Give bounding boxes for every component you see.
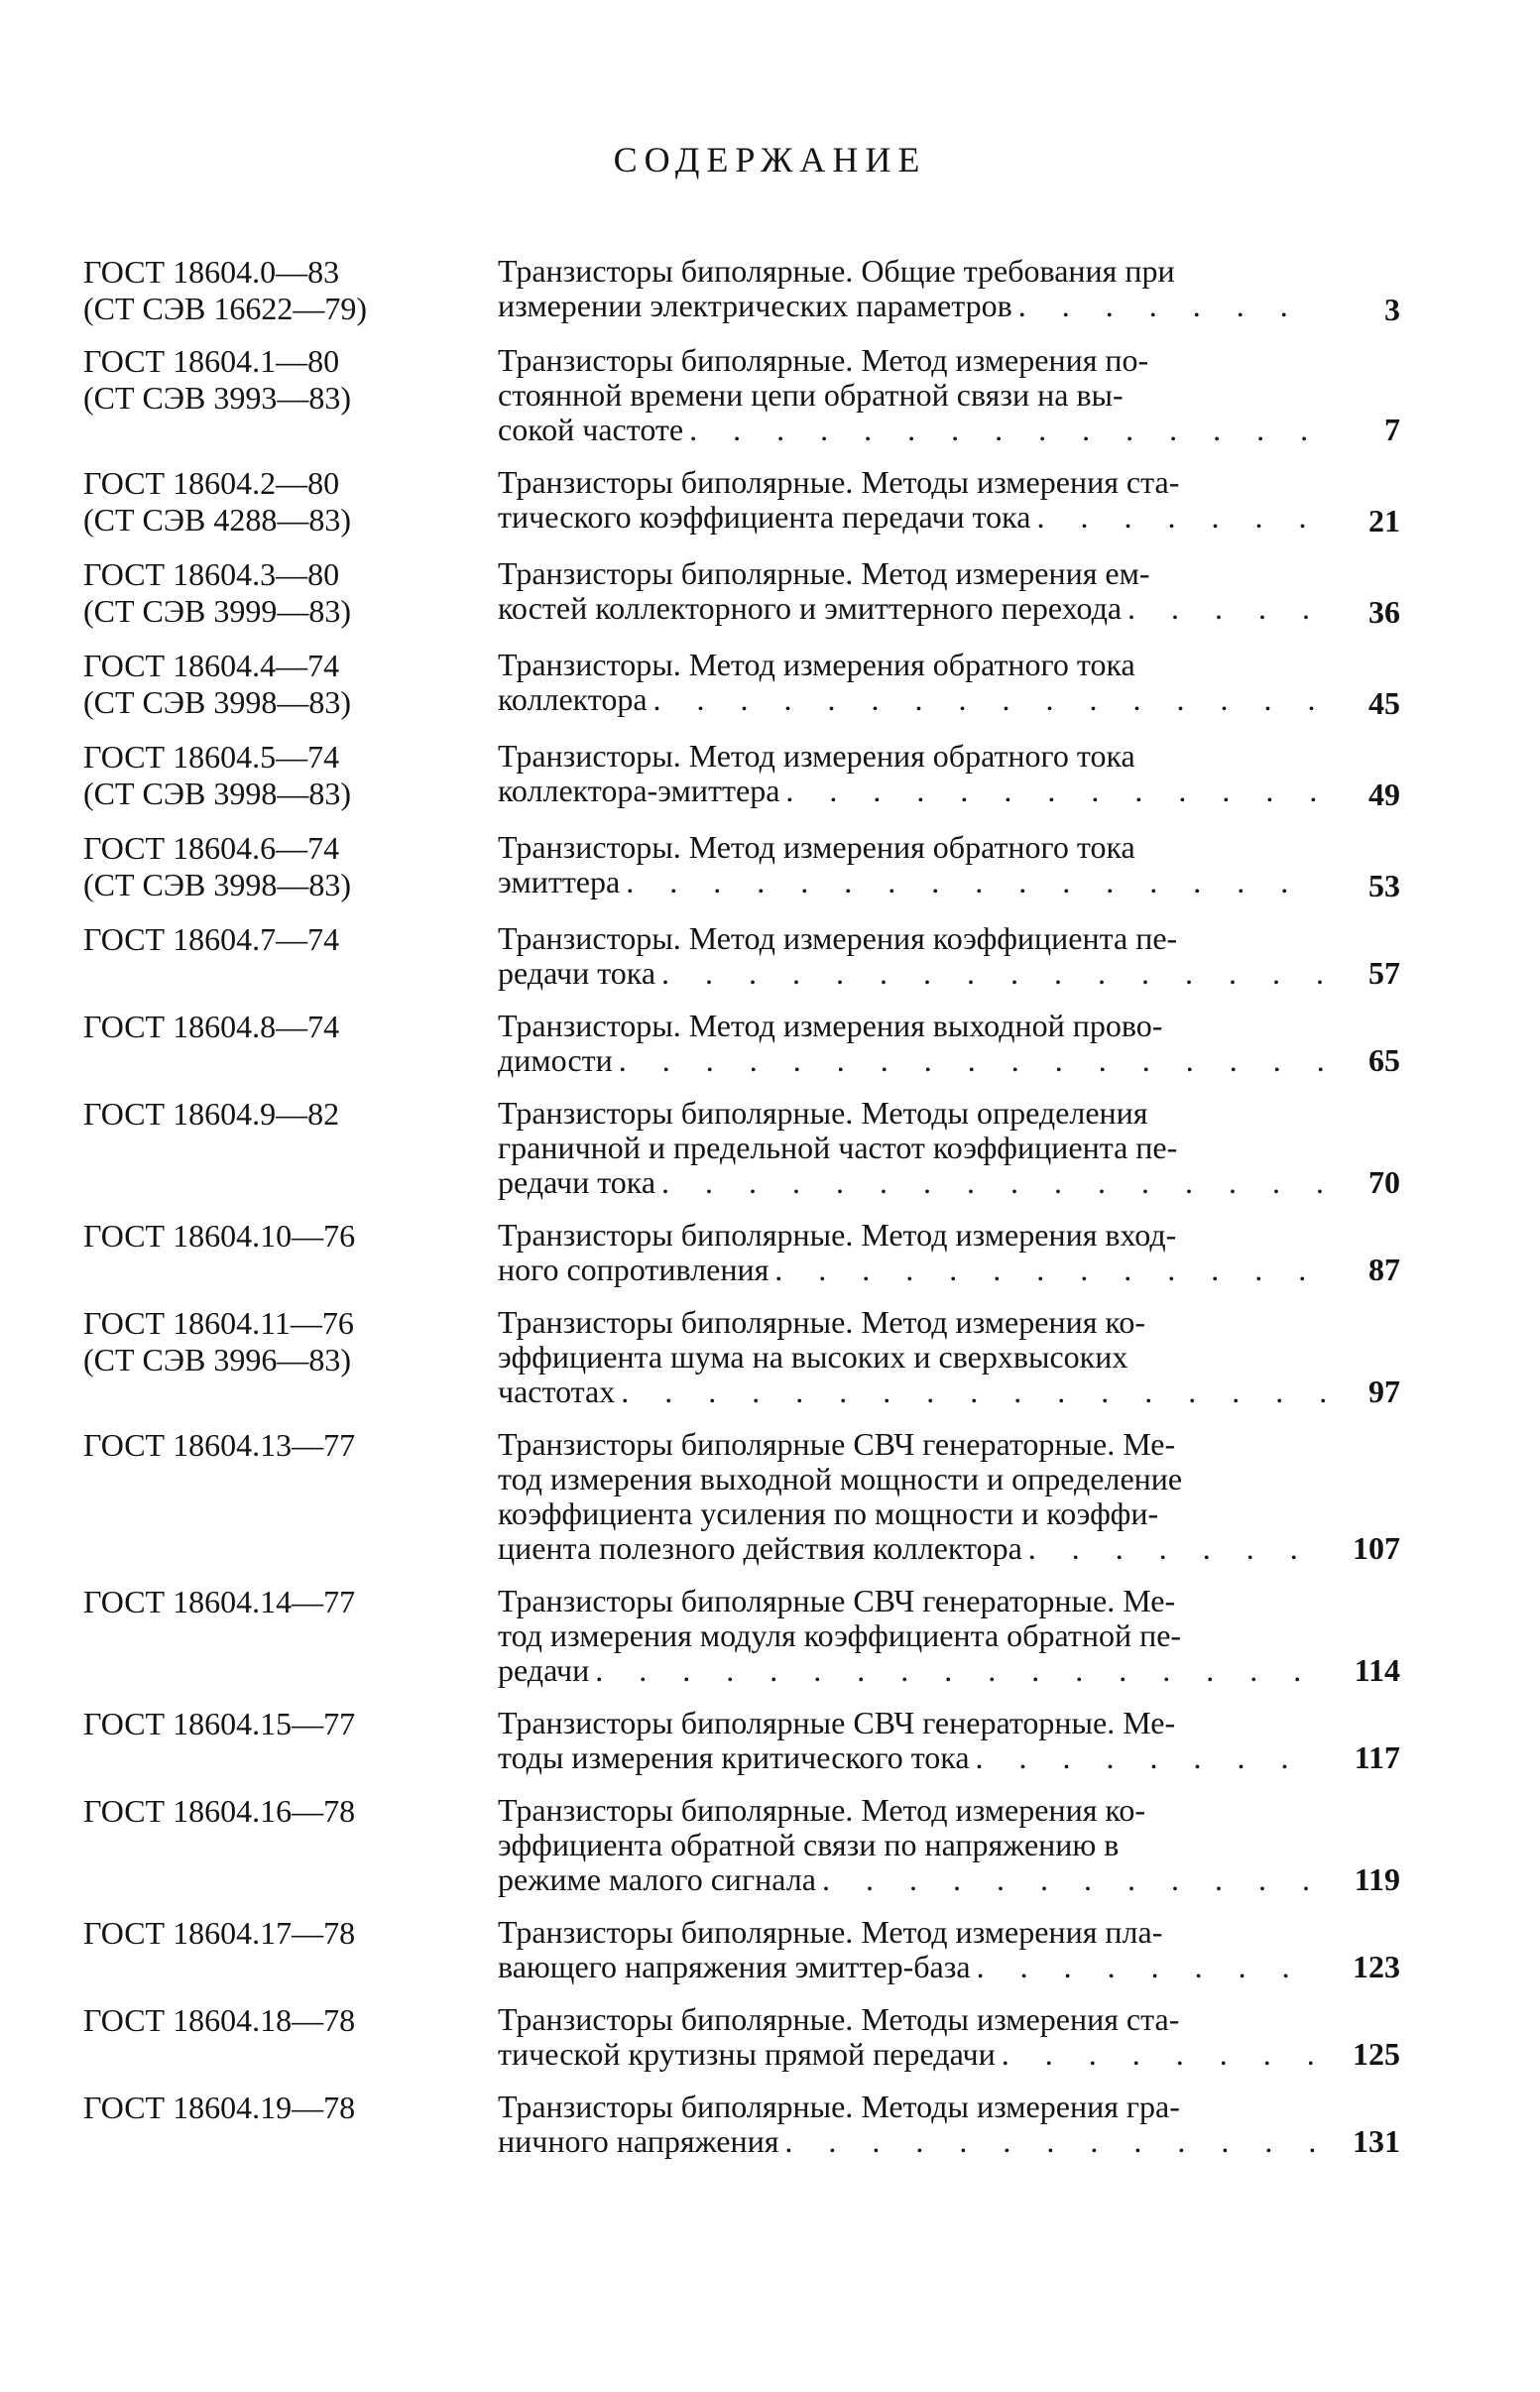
description-line: ничного напряжения (498, 2124, 779, 2159)
description-line: Транзисторы. Метод измерения обратного тока (498, 829, 1135, 865)
entry-description (498, 1915, 1326, 1984)
description-line: Транзисторы биполярные СВЧ генераторные. Ме- (498, 1583, 1176, 1618)
description-line: тод измерения модуля коэффициента обратной пе- (498, 1617, 1182, 1653)
page-number: 53 (1368, 868, 1400, 903)
entry-description (498, 1009, 1326, 1078)
standard-designation (83, 1706, 498, 1742)
page-number: 117 (1354, 1739, 1400, 1775)
description-line: Транзисторы биполярные. Общие требования при (498, 253, 1175, 289)
page-title: СОДЕРЖАНИЕ (613, 140, 927, 179)
description-line: режиме малого сигнала (498, 1862, 816, 1897)
description-line: коллектора (498, 682, 648, 717)
dot-leader (648, 682, 1326, 717)
description-line: редачи тока (498, 1165, 656, 1200)
description-line: измерении электрических параметров (498, 289, 1012, 323)
entry-description (498, 254, 1326, 323)
standard-equivalent: (СТ СЭВ 3993—83) (83, 380, 352, 416)
description-last-line (498, 1531, 1326, 1566)
description-last-line (498, 1653, 1326, 1688)
standard-number: ГОСТ 18604.6—74 (83, 830, 340, 866)
entry-description (498, 830, 1326, 899)
standard-designation (83, 1218, 498, 1255)
standard-number: ГОСТ 18604.9—82 (83, 1096, 340, 1132)
description-last-line (498, 500, 1326, 535)
page-number: 123 (1353, 1949, 1400, 1984)
page-number: 3 (1384, 292, 1400, 327)
entry-description (498, 1584, 1326, 1688)
standard-designation (83, 343, 498, 417)
standard-equivalent: (СТ СЭВ 4288—83) (83, 502, 352, 538)
entry-description (498, 343, 1326, 447)
standard-number: ГОСТ 18604.10—76 (83, 1218, 356, 1254)
standard-equivalent: (СТ СЭВ 3998—83) (83, 867, 352, 902)
toc-entry[interactable] (83, 648, 1412, 721)
description-line: эмиттера (498, 865, 621, 899)
description-line: Транзисторы биполярные. Метод измерения ко- (498, 1792, 1145, 1828)
standard-number: ГОСТ 18604.2—80 (83, 465, 340, 501)
description-line: димости (498, 1043, 613, 1078)
description-line: редачи (498, 1653, 590, 1688)
description-line: Транзисторы. Метод измерения коэффициента пе- (498, 920, 1178, 956)
description-line: редачи тока (498, 956, 656, 991)
toc-entry[interactable] (83, 343, 1412, 447)
standard-equivalent: (СТ СЭВ 3999—83) (83, 593, 352, 629)
standard-number: ГОСТ 18604.5—74 (83, 739, 340, 775)
standard-designation (83, 1305, 498, 1378)
standard-designation (83, 921, 498, 958)
standard-number: ГОСТ 18604.4—74 (83, 648, 340, 683)
entry-description (498, 2002, 1326, 2072)
standard-designation (83, 1096, 498, 1133)
description-last-line (498, 413, 1326, 447)
page-number: 125 (1353, 2036, 1400, 2072)
page-number: 21 (1368, 503, 1400, 538)
entry-description (498, 921, 1326, 991)
entry-description (498, 556, 1326, 626)
dot-leader (620, 865, 1326, 899)
toc-entry[interactable] (83, 921, 1412, 991)
toc-entry[interactable] (83, 1009, 1412, 1078)
dot-leader (816, 1862, 1326, 1897)
toc-entry[interactable] (83, 1427, 1412, 1566)
description-line: стоянной времени цепи обратной связи на вы- (498, 377, 1124, 413)
standard-designation (83, 465, 498, 538)
description-last-line (498, 591, 1326, 626)
entry-description (498, 1305, 1326, 1409)
toc-entry[interactable] (83, 1915, 1412, 1984)
standard-equivalent: (СТ СЭВ 3996—83) (83, 1342, 352, 1377)
description-line: коэффициента усиления по мощности и коэффи- (498, 1495, 1159, 1531)
description-last-line (498, 1862, 1326, 1897)
dot-leader (769, 1253, 1326, 1287)
standard-equivalent: (СТ СЭВ 3998—83) (83, 776, 352, 811)
entry-description (498, 1427, 1326, 1566)
standard-equivalent: (СТ СЭВ 3998—83) (83, 684, 352, 720)
description-line: Транзисторы биполярные СВЧ генераторные. Ме- (498, 1426, 1176, 1462)
entry-description (498, 1706, 1326, 1775)
standard-number: ГОСТ 18604.3—80 (83, 556, 340, 592)
description-line: Транзисторы. Метод измерения выходной прово- (498, 1008, 1163, 1043)
toc-entry[interactable] (83, 2002, 1412, 2072)
page-number: 36 (1368, 594, 1400, 630)
description-line: эффициента обратной связи по напряжению в (498, 1827, 1120, 1862)
toc-entry[interactable] (83, 1218, 1412, 1287)
standard-designation (83, 1584, 498, 1620)
description-last-line (498, 774, 1326, 808)
toc-entry[interactable] (83, 254, 1412, 327)
toc-entry[interactable] (83, 465, 1412, 538)
description-last-line (498, 289, 1326, 323)
description-line: Транзисторы биполярные. Методы измерения гра- (498, 2089, 1180, 2124)
entry-description (498, 648, 1326, 717)
dot-leader (615, 1375, 1326, 1409)
page-number: 49 (1368, 777, 1400, 812)
description-line: вающего напряжения эмиттер-база (498, 1950, 971, 1984)
standard-designation (83, 254, 498, 327)
dot-leader (778, 2124, 1326, 2159)
page-number: 65 (1368, 1042, 1400, 1078)
dot-leader (613, 1043, 1326, 1078)
description-last-line (498, 2124, 1326, 2159)
standard-number: ГОСТ 18604.0—83 (83, 254, 340, 290)
page-number: 119 (1354, 1861, 1400, 1897)
dot-leader (1030, 500, 1326, 535)
standard-number: ГОСТ 18604.17—78 (83, 1915, 356, 1951)
page-number: 131 (1353, 2123, 1400, 2159)
standard-designation (83, 1427, 498, 1464)
description-line: Транзисторы. Метод измерения обратного тока (498, 738, 1135, 774)
dot-leader (589, 1653, 1326, 1688)
description-line: Транзисторы биполярные. Методы определения (498, 1095, 1148, 1131)
toc-entry[interactable] (83, 2090, 1412, 2159)
description-line: эффициента шума на высоких и сверхвысоких (498, 1339, 1128, 1375)
page-number: 70 (1368, 1164, 1400, 1200)
toc-entry[interactable] (83, 739, 1412, 812)
description-last-line (498, 956, 1326, 991)
standard-designation (83, 830, 498, 903)
description-line: коллектора-эмиттера (498, 774, 780, 808)
table-of-contents (83, 236, 1412, 2159)
entry-description (498, 1096, 1326, 1200)
entry-description (498, 2090, 1326, 2159)
standard-number: ГОСТ 18604.14—77 (83, 1584, 356, 1619)
description-line: Транзисторы биполярные. Метод измерения пла- (498, 1914, 1163, 1950)
description-line: тоды измерения критического тока (498, 1740, 970, 1775)
description-line: Транзисторы биполярные СВЧ генераторные. Ме- (498, 1705, 1176, 1740)
standard-number: ГОСТ 18604.8—74 (83, 1009, 340, 1044)
description-line: Транзисторы биполярные. Метод измерения ем- (498, 555, 1150, 591)
description-line: тического коэффициента передачи тока (498, 500, 1031, 535)
description-line: Транзисторы биполярные. Метод измерения по- (498, 342, 1149, 378)
standard-designation (83, 1793, 498, 1830)
dot-leader (1122, 591, 1326, 626)
dot-leader (779, 774, 1326, 808)
standard-designation (83, 1009, 498, 1045)
toc-entry[interactable] (83, 1706, 1412, 1775)
toc-entry[interactable] (83, 1584, 1412, 1688)
standard-equivalent: (СТ СЭВ 16622—79) (83, 291, 368, 326)
page-number: 107 (1353, 1530, 1400, 1566)
entry-description (498, 739, 1326, 808)
dot-leader (683, 413, 1326, 447)
toc-entry[interactable] (83, 1305, 1412, 1409)
description-line: тической крутизны прямой передачи (498, 2037, 996, 2072)
dot-leader (1012, 289, 1326, 323)
description-line: Транзисторы биполярные. Методы измерения ста- (498, 2001, 1180, 2037)
description-last-line (498, 1165, 1326, 1200)
standard-designation (83, 2090, 498, 2126)
description-line: сокой частоте (498, 413, 684, 447)
description-last-line (498, 1043, 1326, 1078)
page-number: 97 (1368, 1374, 1400, 1409)
description-line: граничной и предельной частот коэффициента пе- (498, 1130, 1178, 1165)
standard-number: ГОСТ 18604.1—80 (83, 343, 340, 379)
standard-designation (83, 1915, 498, 1952)
description-line: тод измерения выходной мощности и определение (498, 1461, 1183, 1496)
toc-entry[interactable] (83, 556, 1412, 630)
dot-leader (1022, 1531, 1326, 1566)
description-line: ного сопротивления (498, 1253, 770, 1287)
standard-number: ГОСТ 18604.7—74 (83, 921, 340, 957)
description-last-line (498, 2037, 1326, 2072)
description-line: Транзисторы биполярные. Методы измерения ста- (498, 464, 1180, 500)
description-line: циента полезного действия коллектора (498, 1531, 1022, 1566)
description-line: Транзисторы биполярные. Метод измерения вход- (498, 1217, 1177, 1253)
description-line: Транзисторы. Метод измерения обратного тока (498, 647, 1135, 682)
page-number: 7 (1384, 412, 1400, 447)
standard-designation (83, 2002, 498, 2039)
page-number: 87 (1368, 1252, 1400, 1287)
entry-description (498, 465, 1326, 535)
toc-entry[interactable] (83, 1096, 1412, 1200)
description-line: частотах (498, 1375, 616, 1409)
dot-leader (970, 1740, 1326, 1775)
entry-description (498, 1218, 1326, 1287)
description-last-line (498, 1740, 1326, 1775)
description-last-line (498, 682, 1326, 717)
standard-number: ГОСТ 18604.11—76 (83, 1305, 354, 1341)
standard-designation (83, 648, 498, 721)
description-last-line (498, 865, 1326, 899)
page-number: 45 (1368, 685, 1400, 721)
description-last-line (498, 1950, 1326, 1984)
entry-description (498, 1793, 1326, 1897)
standard-number: ГОСТ 18604.18—78 (83, 2002, 356, 2038)
description-line: костей коллекторного и эмиттерного перехода (498, 591, 1123, 626)
dot-leader (971, 1950, 1326, 1984)
dot-leader (655, 1165, 1326, 1200)
standard-number: ГОСТ 18604.16—78 (83, 1793, 356, 1829)
toc-entry[interactable] (83, 830, 1412, 903)
description-last-line (498, 1253, 1326, 1287)
toc-entry[interactable] (83, 1793, 1412, 1897)
page-number: 57 (1368, 955, 1400, 991)
standard-number: ГОСТ 18604.15—77 (83, 1706, 356, 1741)
standard-designation (83, 556, 498, 630)
standard-number: ГОСТ 18604.13—77 (83, 1427, 356, 1463)
dot-leader (996, 2037, 1326, 2072)
description-line: Транзисторы биполярные. Метод измерения ко- (498, 1304, 1145, 1340)
dot-leader (655, 956, 1326, 991)
description-last-line (498, 1375, 1326, 1409)
page-number: 114 (1354, 1652, 1400, 1688)
standard-designation (83, 739, 498, 812)
standard-number: ГОСТ 18604.19—78 (83, 2090, 356, 2125)
